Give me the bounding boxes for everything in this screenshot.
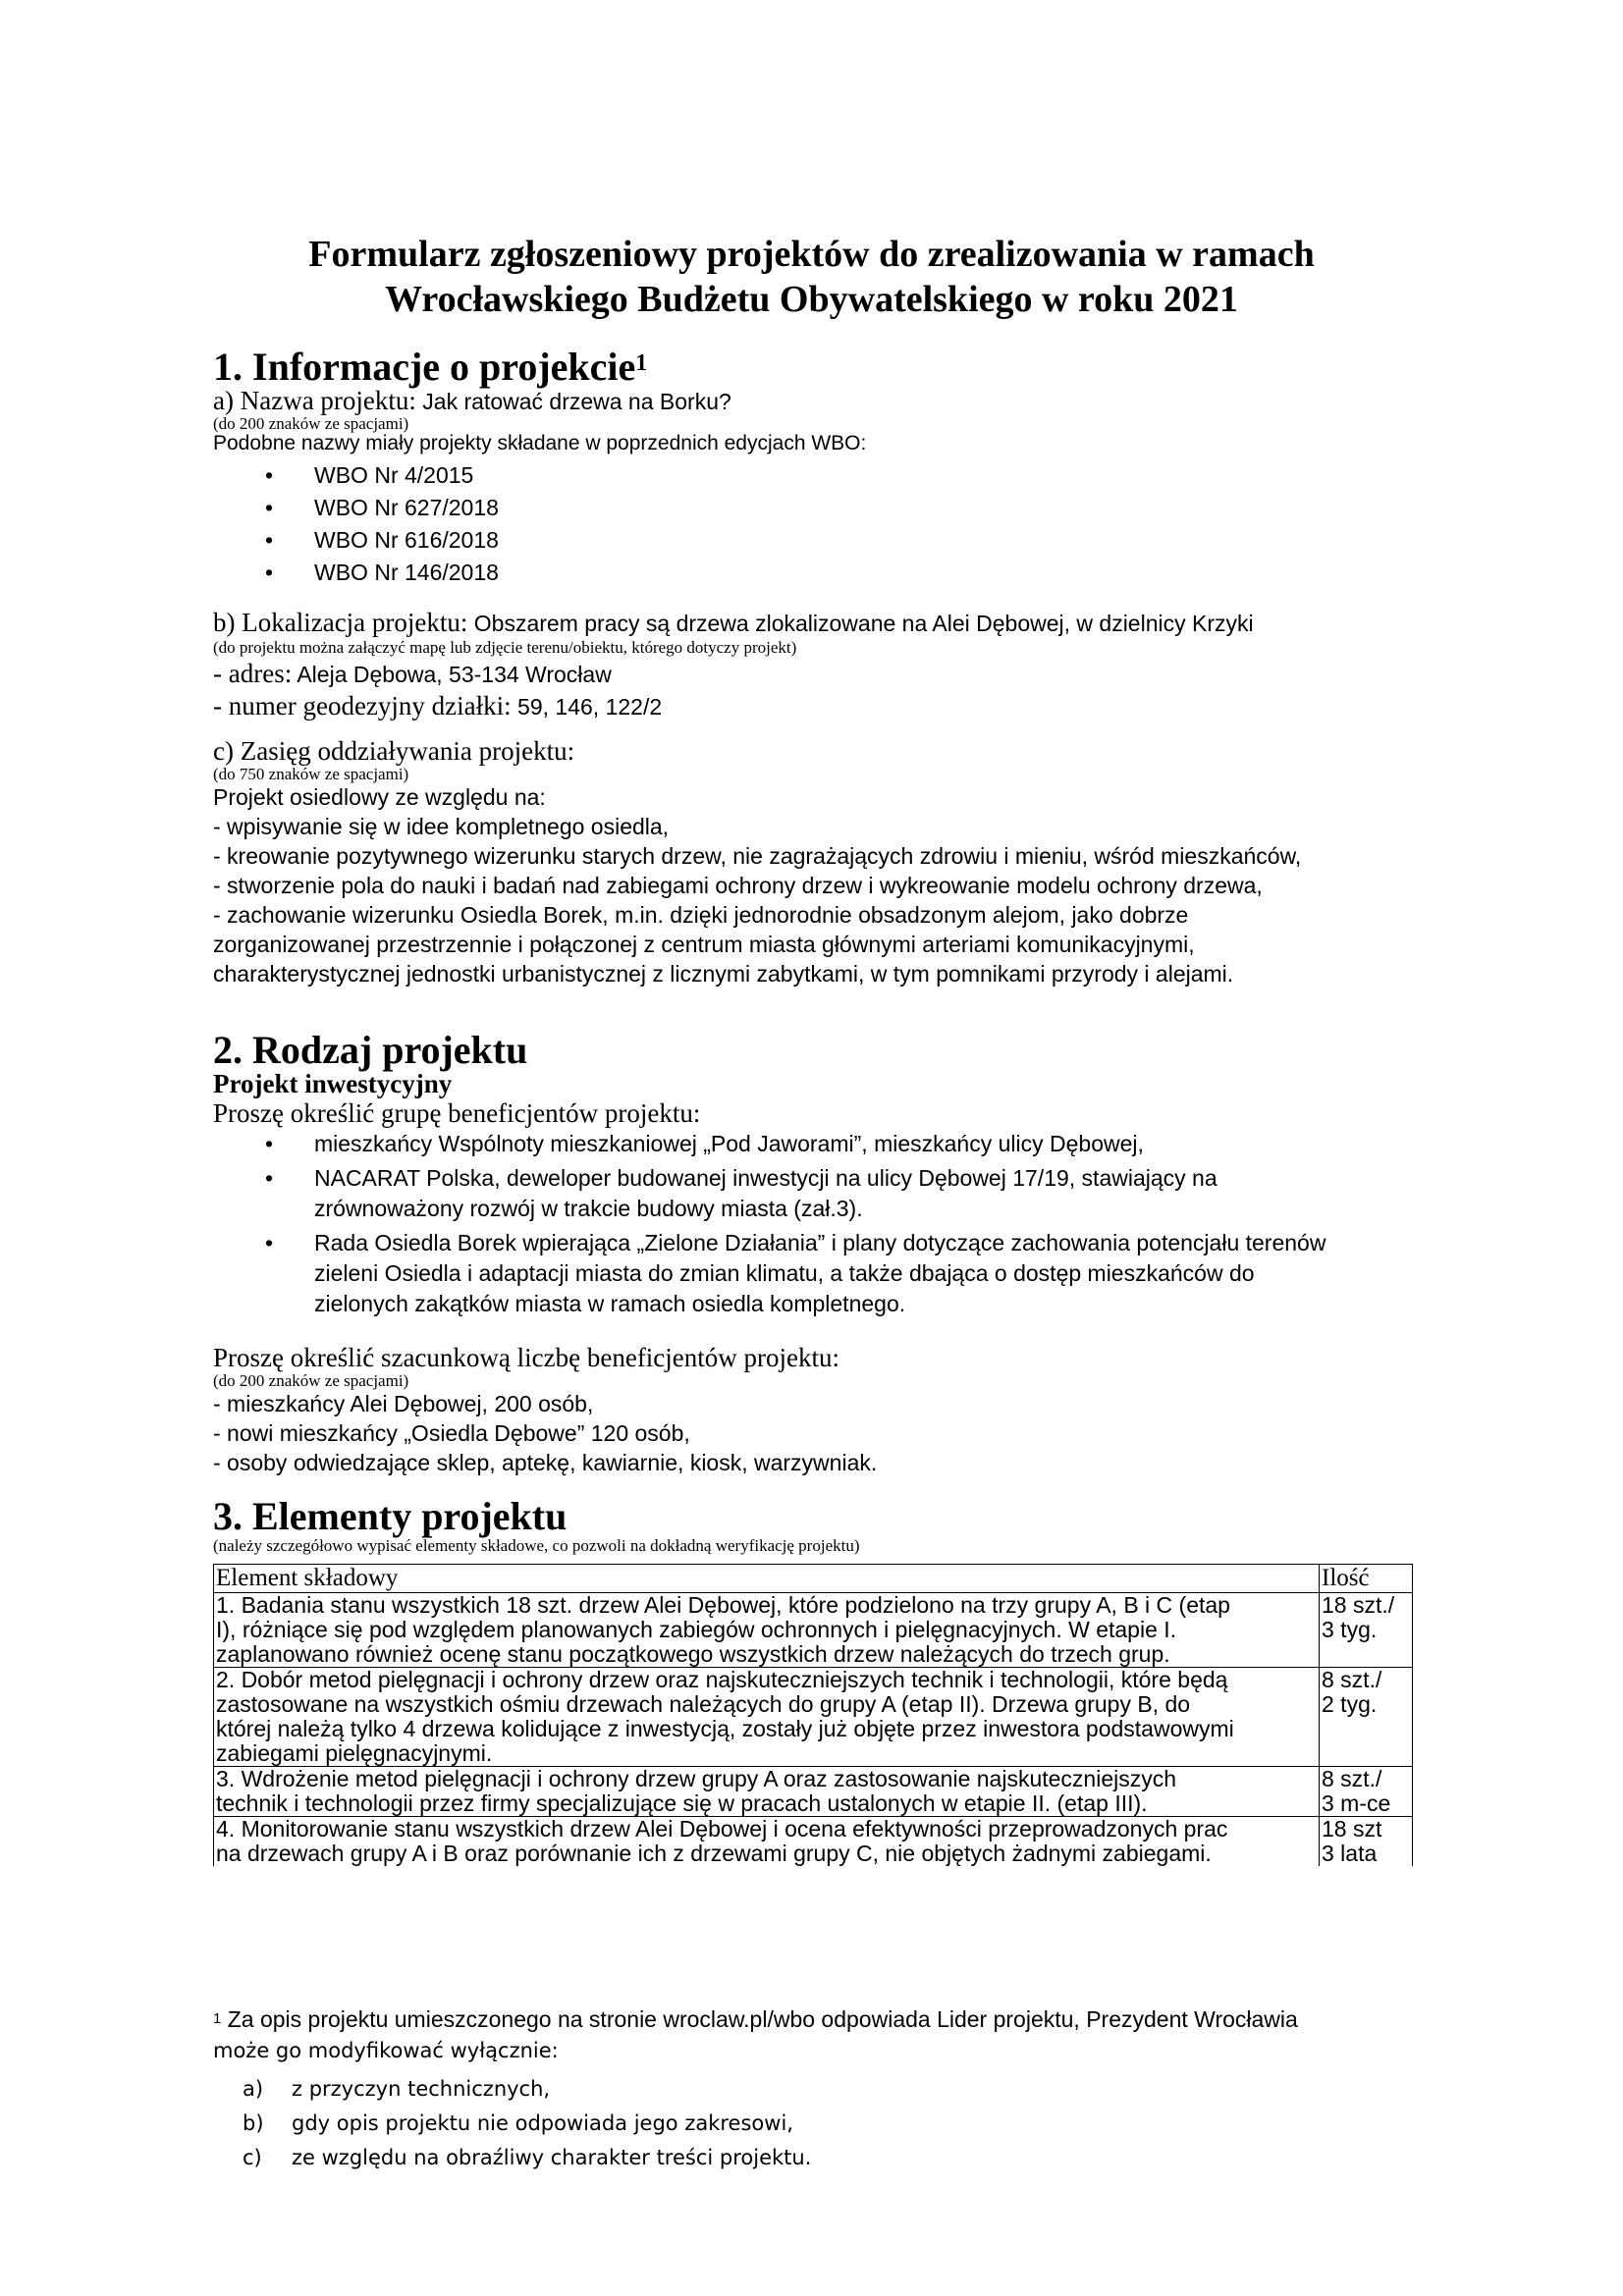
range-label: c) Zasięg oddziaływania projektu: [213,736,575,766]
list-item-line: • mieszkańcy Wspólnoty mieszkaniowej „Pod Jaworami”, mieszkańcy ulicy Dębowej, [314,1131,1144,1156]
cell-line: której należą tylko 4 drzewa kolidujące z inwestycją, zostały już objęte przez inwestora podstawowymi [216,1716,1234,1741]
list-item [265,1129,1325,1159]
location-note: (do projektu można załączyć mapę lub zdjęcie terenu/obiektu, którego dotyczy projekt) [213,638,797,657]
list-item-line: • Rada Osiedla Borek wpierająca „Zielone Działania” i plany dotyczące zachowania potencjału terenów [314,1230,1326,1255]
qty-cell [1320,1817,1413,1867]
qty-cell [1320,1593,1413,1668]
list-item-text: ze względu na obraźliwy charakter treści projektu. [292,2146,812,2169]
beneficiaries-prompt: Proszę określić grupę beneficjentów projektu: [213,1098,701,1128]
footnote-continuation: może go modyfikować wyłącznie: [213,2039,559,2062]
range-text-line: zorganizowanej przestrzennie i połączonej z centrum miasta głównymi arteriami komunikacyjnymi, [213,932,1195,957]
footnote-list [243,2072,811,2175]
project-name-line [213,386,731,416]
cell-line: na drzewach grupy A i B oraz porównanie ich z drzewami grupy C, nie objętych żadnymi zabiegami. [216,1841,1212,1866]
list-item [265,1228,1325,1319]
element-cell [214,1668,1320,1767]
count-text-line: - nowi mieszkańcy „Osiedla Dębowe” 120 osób, [213,1420,690,1446]
location-label: b) Lokalizacja projektu: [213,608,468,637]
table-row [214,1593,1413,1668]
similar-projects-intro: Podobne nazwy miały projekty składane w poprzednich edycjach WBO: [213,432,867,454]
range-text-line: Projekt osiedlowy ze względu na: [213,784,546,810]
section-1-heading [213,344,647,391]
elements-table [213,1564,1413,1866]
location-line [213,608,1254,638]
cell-line: 2. Dobór metod pielęgnacji i ochrony drzew oraz najskuteczniejszych technik i technologii, które będą [216,1667,1228,1692]
list-item [243,2141,811,2175]
cell-line: I), różniące się pod względem planowanych zabiegów ochronnych i pielęgnacyjnych. W etapie I. [216,1617,1177,1642]
cell-line: 3 lata [1322,1841,1378,1866]
section-3-heading: 3. Elementy projektu [213,1494,568,1538]
element-cell [214,1817,1320,1867]
address-label: - adres: [213,659,293,688]
count-text [213,1389,877,1477]
range-text [213,782,1301,988]
list-item-line: zrównoważony rozwój w trakcie budowy miasta (zał.3). [314,1196,863,1221]
parcel-value: 59, 146, 122/2 [511,694,663,720]
table-row [214,1668,1413,1767]
project-name-note: (do 200 znaków ze spacjami) [213,414,409,433]
list-item [243,2107,811,2141]
cell-line: 3 m-ce [1322,1790,1391,1816]
column-header-element: Element składowy [214,1565,1320,1593]
qty-cell [1320,1767,1413,1817]
location-value: Obszarem pracy są drzewa zlokalizowane na Alei Dębowej, w dzielnicy Krzyki [467,611,1254,636]
section-1-heading-text: 1. Informacje o projekcie [213,345,636,389]
footnote-text [213,2004,1426,2034]
list-marker: c) [243,2146,262,2169]
range-text-line: - wpisywanie się w idee kompletnego osiedla, [213,814,670,839]
table-header-row [214,1565,1413,1593]
footnote-body: Za opis projektu umieszczonego na stronie wroclaw.pl/wbo odpowiada Lider projektu, Prezydent Wrocławia [221,2006,1298,2032]
parcel-label: - numer geodezyjny działki: [213,691,512,721]
cell-line: 3 tyg. [1322,1617,1378,1642]
address-value: Aleja Dębowa, 53-134 Wrocław [292,662,612,687]
cell-line: 1. Badania stanu wszystkich 18 szt. drzew Alei Dębowej, które podzielono na trzy grupy A, B i C (etap [216,1592,1230,1618]
list-item: • WBO Nr 627/2018 [265,492,499,524]
cell-line: 18 szt./ [1322,1592,1395,1618]
section-2-heading: 2. Rodzaj projektu [213,1028,528,1072]
column-header-qty: Ilość [1320,1565,1413,1593]
list-item [265,1163,1325,1224]
list-item: • WBO Nr 146/2018 [265,557,499,589]
cell-line: zabiegami pielęgnacyjnymi. [216,1740,493,1766]
table-row [214,1817,1413,1867]
footnote-mark: 1 [213,2010,222,2027]
cell-line: 3. Wdrożenie metod pielęgnacji i ochrony drzew grupy A oraz zastosowanie najskuteczniejszych [216,1766,1177,1791]
count-text-line: - osoby odwiedzające sklep, aptekę, kawiarnie, kiosk, warzywniak. [213,1450,878,1475]
list-item-text: z przyczyn technicznych, [292,2077,551,2101]
count-text-line: - mieszkańcy Alei Dębowej, 200 osób, [213,1391,594,1416]
element-cell [214,1593,1320,1668]
count-prompt: Proszę określić szacunkową liczbę beneficjentów projektu: [213,1343,840,1372]
document-title [196,232,1427,322]
list-marker: a) [243,2077,264,2101]
project-type: Projekt inwestycyjny [213,1069,453,1098]
qty-cell [1320,1668,1413,1767]
list-marker: b) [243,2111,264,2135]
title-line-1: Formularz zgłoszeniowy projektów do zrealizowania w ramach [308,234,1315,275]
project-name-value: Jak ratować drzewa na Borku? [415,389,731,414]
range-text-line: charakterystycznej jednostki urbanistycznej z licznymi zabytkami, w tym pomnikami przyrody i alejami. [213,961,1234,987]
cell-line: 2 tyg. [1322,1691,1378,1717]
project-name-label: a) Nazwa projektu: [213,386,416,415]
list-item: • WBO Nr 4/2015 [265,459,499,492]
list-item-line: zielonych zakątków miasta w ramach osiedla kompletnego. [314,1291,906,1316]
address-line [213,659,612,689]
table-row [214,1767,1413,1817]
list-item: • WBO Nr 616/2018 [265,524,499,557]
range-text-line: - kreowanie pozytywnego wizerunku starych drzew, nie zagrażających zdrowiu i mieniu, wśród mieszkańców, [213,843,1302,869]
list-item-line: zieleni Osiedla i adaptacji miasta do zmian klimatu, a także dbająca o dostęp mieszkańców do [314,1260,1255,1286]
cell-line: 4. Monitorowanie stanu wszystkich drzew Alei Dębowej i ocena efektywności przeprowadzonych prac [216,1816,1228,1842]
range-note: (do 750 znaków ze spacjami) [213,765,409,783]
cell-line: zastosowane na wszystkich ośmiu drzewach należących do grupy A (etap II). Drzewa grupy B, do [216,1691,1191,1717]
element-cell [214,1767,1320,1817]
cell-line: 8 szt./ [1322,1667,1382,1692]
beneficiaries-list [265,1129,1325,1323]
list-item-line: • NACARAT Polska, deweloper budowanej inwestycji na ulicy Dębowej 17/19, stawiający na [314,1165,1217,1191]
elements-note: (należy szczegółowo wypisać elementy składowe, co pozwoli na dokładną weryfikację projektu) [213,1536,860,1555]
range-text-line: - stworzenie pola do nauki i badań nad zabiegami ochrony drzew i wykreowanie modelu ochrony drzewa, [213,873,1263,898]
count-note: (do 200 znaków ze spacjami) [213,1371,409,1390]
range-text-line: - zachowanie wizerunku Osiedla Borek, m.in. dzięki jednorodnie obsadzonym alejom, jako dobrze [213,902,1189,928]
cell-line: technik i technologii przez firmy specjalizujące się w pracach ustalonych w etapie II. (etap III). [216,1790,1148,1816]
title-line-2: Wrocławskiego Budżetu Obywatelskiego w roku 2021 [385,279,1238,320]
list-item-text: gdy opis projektu nie odpowiada jego zakresowi, [292,2111,793,2135]
list-item [243,2072,811,2107]
footnote-ref: 1 [635,350,648,376]
cell-line: 8 szt./ [1322,1766,1382,1791]
cell-line: zaplanowano również ocenę stanu początkowego wszystkich drzew należących do trzech grup. [216,1641,1170,1667]
cell-line: 18 szt [1322,1816,1382,1842]
similar-projects-list [265,459,499,589]
parcel-line [213,691,662,721]
